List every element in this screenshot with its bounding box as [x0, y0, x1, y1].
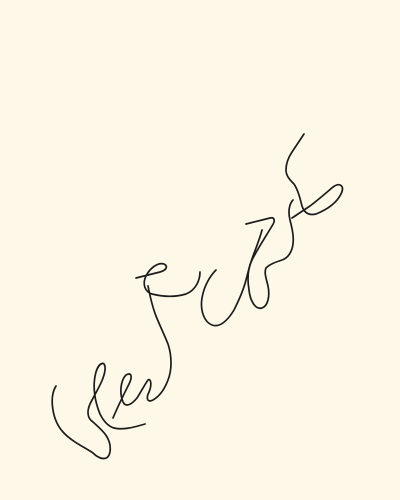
signature-stroke-4 — [201, 230, 262, 326]
signature-stroke-3 — [136, 264, 200, 297]
signature-stroke-2 — [113, 286, 171, 418]
signature-stroke-6 — [286, 134, 342, 218]
